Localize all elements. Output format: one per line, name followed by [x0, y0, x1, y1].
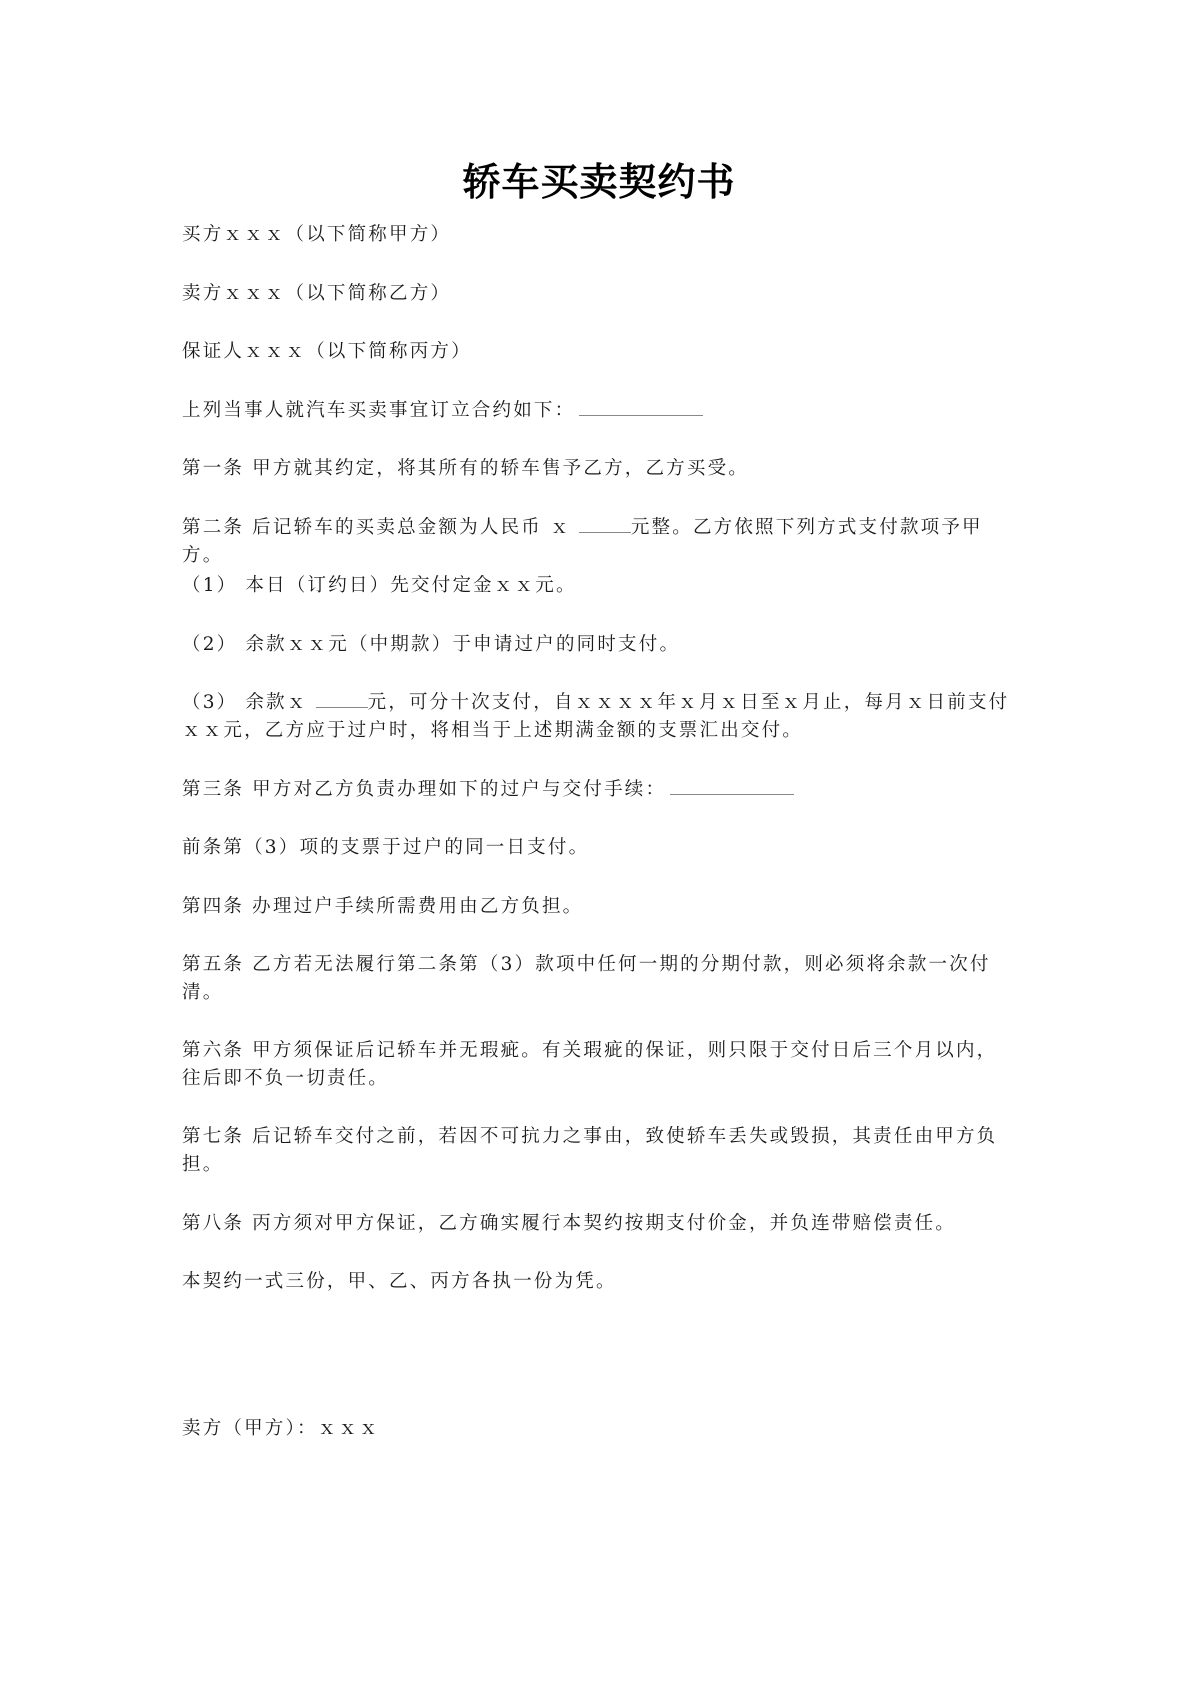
party-guarantor: 保证人ｘｘｘ（以下简称丙方）: [182, 341, 472, 362]
article-5: 第五条 乙方若无法履行第二条第（3）款项中任何一期的分期付款，则必须将余款一次付清。: [182, 954, 991, 1003]
article-3-note: 前条第（3）项的支票于过户的同一日支付。: [182, 837, 590, 858]
article-8: 第八条 丙方须对甲方保证，乙方确实履行本契约按期支付价金，并负连带赔偿责任。: [182, 1213, 956, 1234]
signature-seller: 卖方（甲方）：ｘｘｘ: [182, 1418, 380, 1439]
article-3-text: 第三条 甲方对乙方负责办理如下的过户与交付手续：: [182, 779, 667, 800]
article-3: [182, 776, 1018, 804]
payment-item-3-text-after: 元，可分十次支付，自ｘｘｘｘ年ｘ月ｘ日至ｘ月止，每月ｘ日前支付ｘｘ元，乙方应于过户时，将相当于上述期满金额的支票汇出交付。: [182, 692, 1010, 741]
preamble: [182, 397, 1018, 425]
preamble-text: 上列当事人就汽车买卖事宜订立合约如下：: [182, 400, 576, 421]
article-2-text-before: 第二条 后记轿车的买卖总金额为人民币 ｘ: [182, 517, 579, 538]
party-seller: 卖方ｘｘｘ（以下简称乙方）: [182, 283, 452, 304]
document-title: 轿车买卖契约书: [462, 160, 736, 204]
party-buyer: 买方ｘｘｘ（以下简称甲方）: [182, 224, 452, 245]
payment-item-2: （2） 余款ｘｘ元（中期款）于申请过户的同时支付。: [182, 634, 681, 655]
article-3-blank: [670, 778, 794, 795]
article-2: [182, 514, 1018, 570]
article-1: 第一条 甲方就其约定，将其所有的轿车售予乙方，乙方买受。: [182, 458, 749, 479]
article-2-amount-blank: [579, 516, 631, 533]
preamble-blank: [579, 399, 703, 416]
article-4: 第四条 办理过户手续所需费用由乙方负担。: [182, 896, 584, 917]
payment-item-3: [182, 689, 1018, 745]
payment-item-3-text-before: （3） 余款ｘ: [182, 692, 316, 713]
payment-item-1: （1） 本日（订约日）先交付定金ｘｘ元。: [182, 575, 577, 596]
article-7: 第七条 后记轿车交付之前，若因不可抗力之事由，致使轿车丢失或毁损，其责任由甲方负担。: [182, 1126, 998, 1175]
copies-clause: 本契约一式三份，甲、乙、丙方各执一份为凭。: [182, 1271, 617, 1292]
article-6: 第六条 甲方须保证后记轿车并无瑕疵。有关瑕疵的保证，则只限于交付日后三个月以内，往后即不负一切责任。: [182, 1040, 998, 1089]
article-2-text-after: 元整。乙方依照下列方式支付款项予甲方。: [182, 517, 983, 566]
payment-item-3-amount-blank: [316, 691, 368, 708]
